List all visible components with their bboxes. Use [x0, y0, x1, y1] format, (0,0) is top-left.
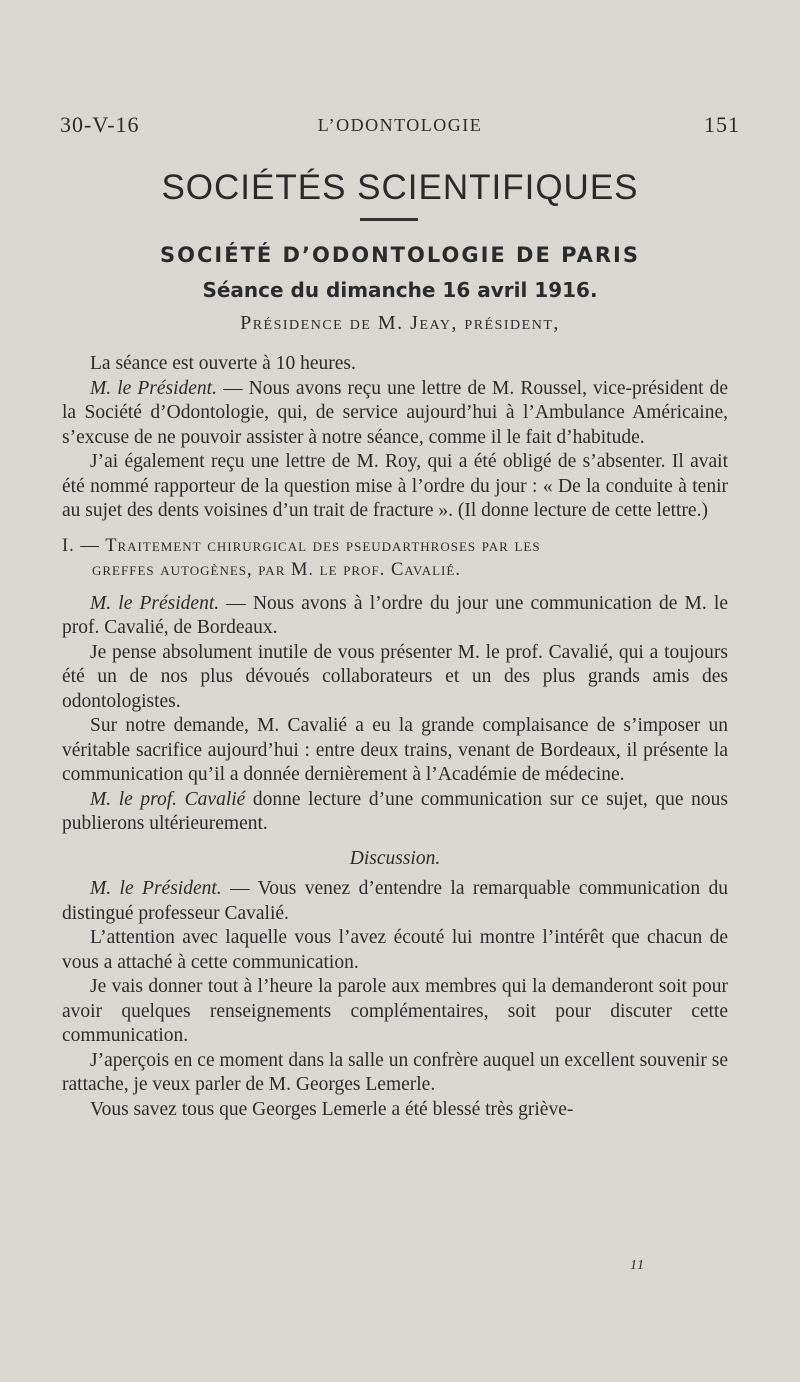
paragraph: Je pense absolument inutile de vous présenter M. le prof. Cavalié, qui a toujours été un de nos plus dévoués collaborateurs et un des plus grands amis des odontologistes. [62, 641, 728, 712]
paragraph [62, 788, 728, 837]
paragraph: J’aperçois en ce moment dans la salle un confrère auquel un excellent souvenir se rattache, je veux parler de M. Georges Lemerle. [62, 1049, 728, 1095]
speech: — Vous venez d’entendre la remarquable communication du distingué professeur Cavalié. [62, 878, 728, 924]
header-date: 30-V-16 [60, 112, 140, 137]
session-heading: Séance du dimanche 16 avril 1916. [202, 278, 598, 302]
speaker: M. le Président. [90, 592, 220, 614]
paragraph [62, 877, 728, 926]
body-text [62, 352, 728, 1122]
discussion-heading: Discussion. [349, 847, 441, 869]
paragraph: J’ai également reçu une lettre de M. Roy, qui a été obligé de s’absenter. Il avait été nommé rapporteur de la question mise à l’ordre du jour : « De la conduite à tenir au sujet des dents voisines d’un trait de fracture ». (Il donne lecture de cette lettre.) [62, 451, 728, 521]
page-title: SOCIÉTÉS SCIENTIFIQUES [161, 168, 639, 207]
header-journal: L’ODONTOLOGIE [317, 115, 483, 135]
section-heading-line-2: greffes autogènes, par M. le prof. Cavalié. [92, 559, 461, 580]
running-header [60, 112, 740, 142]
speaker: M. le Président. [90, 878, 222, 899]
paragraph: Je vais donner tout à l’heure la parole aux membres qui la demanderont soit pour avoir quelques renseignements complémentaires, soit pour discuter cette communication. [62, 976, 728, 1046]
presidency-line: Présidence de M. Jeay, président, [240, 312, 560, 334]
section-heading-line-1: I. — Traitement chirurgical des pseudarthroses par les [62, 535, 541, 556]
signature-mark: 11 [630, 1258, 645, 1273]
paragraph: Sur notre demande, M. Cavalié a eu la grande complaisance de s’imposer un véritable sacrifice aujourd’hui : entre deux trains, venant de Bordeaux, il présente la communication qu’il a donnée dernièrement à l’Académie de médecine. [62, 715, 728, 785]
paragraph: Vous savez tous que Georges Lemerle a été blessé très griève- [90, 1098, 574, 1120]
paragraph [62, 377, 728, 451]
speaker: M. le Président. [90, 377, 217, 399]
paragraph: La séance est ouverte à 10 heures. [90, 353, 356, 374]
speech: — Nous avons à l’ordre du jour une communication de M. le prof. Cavalié, de Bordeaux. [62, 592, 728, 638]
speaker: M. le prof. Cavalié [90, 788, 246, 810]
paragraph: L’attention avec laquelle vous l’avez écouté lui montre l’intérêt que chacun de vous a attaché à cette communication. [62, 927, 728, 973]
title-rule [360, 218, 418, 221]
society-heading: SOCIÉTÉ D’ODONTOLOGIE DE PARIS [160, 243, 640, 267]
paragraph [62, 592, 728, 641]
speech: — Nous avons reçu une lettre de M. Roussel, vice-président de la Société d’Odontologie, qui, de service aujourd’hui à l’Ambulance Américaine, s’excuse de ne pouvoir assister à notre séance, comme il le fait d’habitude. [62, 377, 728, 448]
header-page-number: 151 [704, 112, 740, 137]
section-heading [62, 534, 728, 582]
speech: donne lecture d’une communication sur ce sujet, que nous publierons ultérieurement. [62, 788, 728, 834]
